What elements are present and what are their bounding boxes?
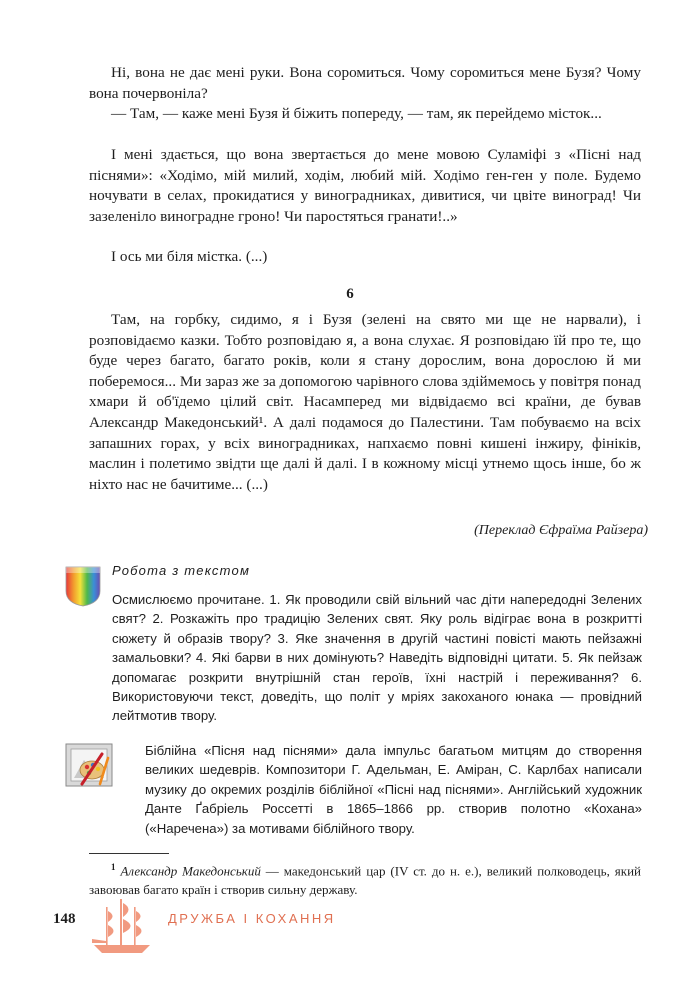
- body-paragraph-1: Ні, вона не дає мені руки. Вона соромиться. Чому соромиться мене Бузя? Чому вона почервоніла?: [89, 64, 641, 102]
- sailing-ship-icon: [84, 895, 160, 957]
- footnote-text: — македонський цар (IV ст. до н. е.), великий полководець, який завоював багато країн і створив сильну державу.: [89, 863, 641, 898]
- body-paragraph-3: І мені здається, що вона звертається до мене мовою Суламіфі з «Пісні над піснями»: «Ходімо, мій милий, ходім, любий мій. Ходімо ген-ген у поле. Будемо ночувати в селах, прокидатися у виноградниках, дивитися, чи цвіте виноград! Чи зазеленіло виноградне гроно! Чи паростяться гранати!..»: [89, 146, 641, 225]
- painting-palette-icon: [62, 740, 120, 792]
- footnote-marker: 1: [111, 862, 116, 872]
- art-note-text: Біблійна «Пісня над піснями» дала імпульс багатьом митцям до створення великих шедеврів. Композитори Г. Адельман, Е. Аміран, С. Карлбах написали музику до окремих розділів біблійної «Пісні над піснями». Англійський художник Данте Ґабріель Россетті в 1865–1866 рр. створив полотно «Кохана» («Наречена») за мотивами біблійного твору.: [145, 743, 642, 836]
- running-title: ДРУЖБА І КОХАННЯ: [168, 911, 336, 926]
- body-paragraph-2: — Там, — каже мені Бузя й біжить попереду, — там, як перейдемо місток...: [111, 105, 602, 122]
- rainbow-shield-icon: [64, 563, 102, 607]
- footnote-divider: [89, 853, 169, 854]
- page-number: 148: [53, 911, 76, 927]
- body-paragraph-4: І ось ми біля містка. (...): [111, 248, 268, 265]
- tasks-title: Робота з текстом: [112, 563, 251, 578]
- translator-credit: (Переклад Єфраїма Райзера): [474, 523, 648, 538]
- tasks-text: Осмислюємо прочитане. 1. Як проводили свій вільний час діти напередодні Зелених свят? 2. Розкажіть про традицію Зелених свят. Яку роль відіграє вона в розкритті сюжету й образів твору? 3. Яке значення в другій частині повісті мають пейзажні замальовки? 4. Які барви в них домінують? Наведіть відповідні цитати. 5. Як пейзаж допомагає розкрити внутрішній стан героїв, їхні настрій і переживання? 6. Використовуючи текст, доведіть, що політ у мріях закоханого юнака — провідний лейтмотив твору.: [112, 592, 642, 724]
- footnote-term: Александр Македонський: [120, 863, 261, 879]
- body-paragraph-5: Там, на горбку, сидимо, я і Бузя (зелені на свято ми ще не нарвали), і розповідаємо казки. Тобто розповідаю я, а вона слухає. Я розповідаю їй про те, що буде через багато, багато років, коли я стану дорослим, вона дорослою й ми поберемося... Ми зараз же за допомогою чарівного слова здіймемось у повітря понад хмари й об'їдемо цілий світ. Насамперед ми відвідаємо всі країни, де бував Александр Македонський¹. А далі подамося до Палестини. Там побуваємо на всіх запашних горах, у всіх виноградниках, напхаємо повні кишені інжиру, фініків, маслин і полетимо звідти ще далі й далі. І в кожному місці утнемо щось інше, бо ж ніхто нас не бачитиме... (...): [89, 311, 641, 493]
- footnote: [89, 858, 641, 899]
- section-number: 6: [346, 286, 354, 302]
